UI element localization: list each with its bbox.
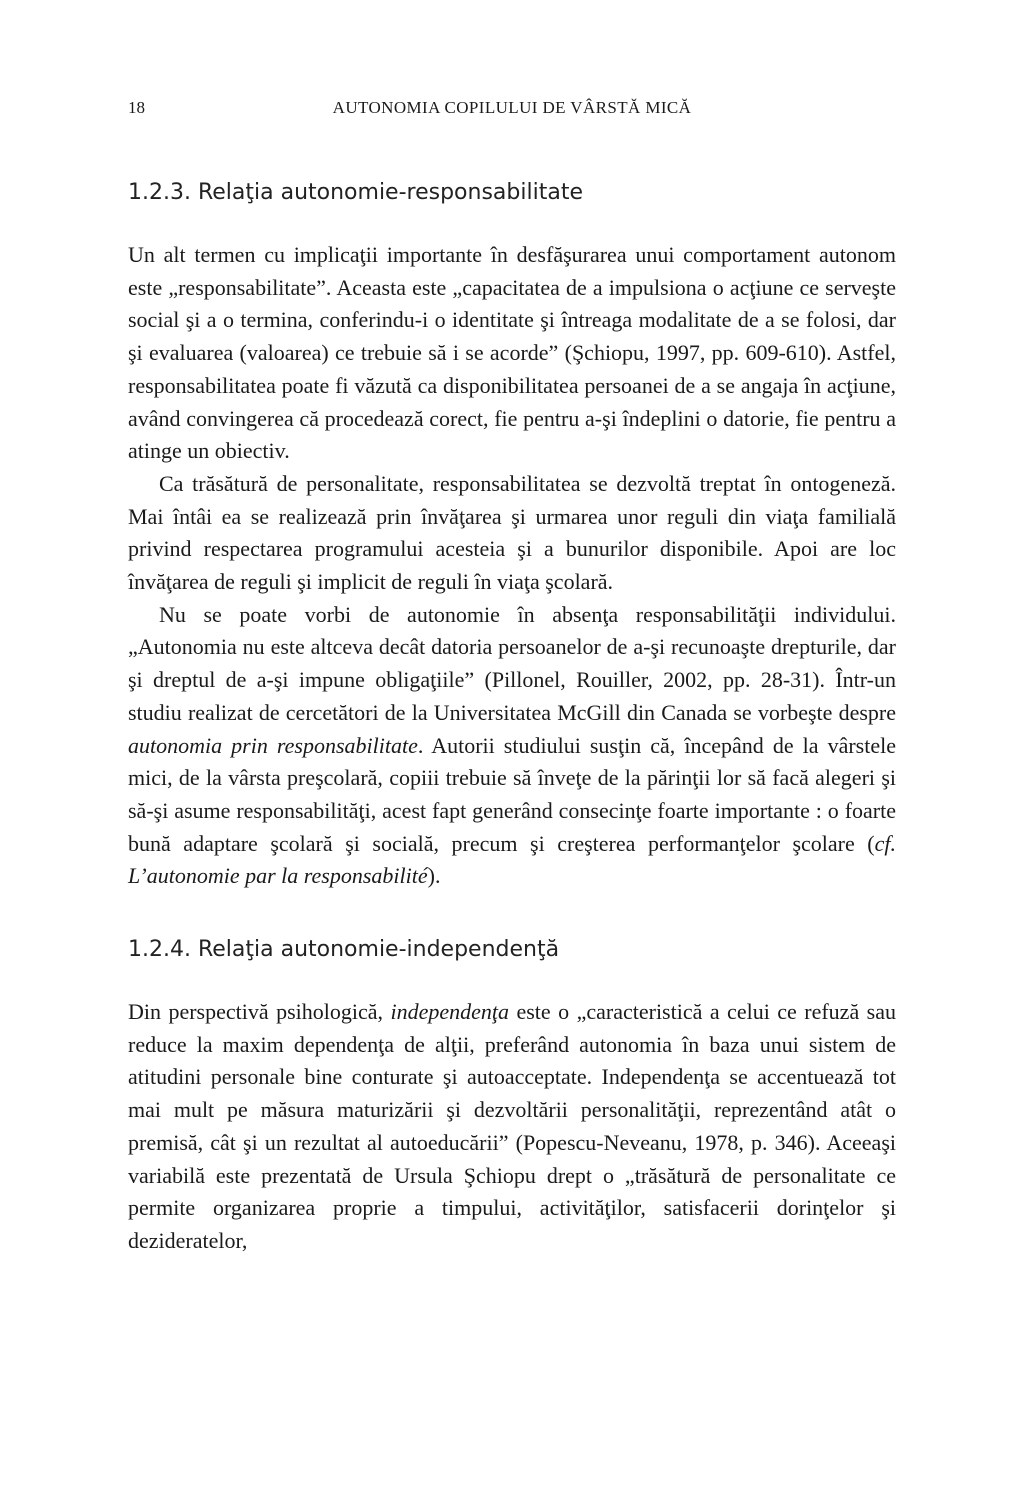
section-heading-1-2-4: 1.2.4. Relaţia autonomie-independenţă	[128, 937, 560, 963]
paragraph-responsabilitate-ontogeneza: Ca trăsătură de personalitate, responsabilitatea se dezvoltă treptat în ontogeneză. Mai întâi ea se realizează prin învăţarea şi urmarea unor reguli din viaţa familială privind respectarea programului acesteia şi a bunurilor disponibile. Apoi are loc învăţarea de reguli şi implicit de reguli în viaţa şcolară.	[128, 470, 896, 595]
running-title: AUTONOMIA COPILULUI DE VÂRSTĂ MICĂ	[332, 98, 692, 117]
section-heading-1-2-3: 1.2.3. Relaţia autonomie-responsabilitate	[128, 180, 583, 205]
italic-term: autonomia prin responsabilitate	[128, 732, 418, 758]
page-body	[128, 178, 896, 1258]
text-run: Din perspectivă psihologică,	[128, 999, 391, 1025]
italic-term: independenţa	[390, 999, 510, 1025]
text-run: . Autorii studiului susţin că, începând de la vârstele mici, de la vârsta preşcolară, copiii trebuie să înveţe de la părinţii lor să facă alegeri şi să-şi asume responsabilităţi, acest fapt generând consecinţe foarte importante : o foarte bună adaptare şcolară şi socială, precum şi creşterea performanţelor şcolare (	[128, 732, 896, 856]
running-head	[128, 98, 896, 128]
paragraph-independenta-definition	[128, 996, 896, 1258]
italic-citation: cf. L’autonomie par la responsabilité	[128, 830, 896, 889]
text-run: este o „caracteristică a celui ce refuză sau reduce la maxim dependenţa de alţii, preferând autonomia în baza unui sistem de atitudini personale bine conturate şi autoacceptate. Independenţa se accentuează tot mai mult pe măsura maturizării şi dezvoltării personalităţii, reprezentând atât o premisă, cât şi un rezultat al autoeducării” (Popescu-Neveanu, 1978, p. 346). Aceeaşi variabilă este prezentată de Ursula Şchiopu drept o „trăsătură de personalitate ce permite organizarea proprie a timpului, activităţilor, satisfacerii dorinţelor şi dezideratelor,	[128, 999, 896, 1253]
paragraph-responsabilitate-definition: Un alt termen cu implicaţii importante în desfăşurarea unui comportament autonom este „responsabilitate”. Aceasta este „capacitatea de a impulsiona o acţiune ce serveşte social şi a o termina, conferindu-i o identitate şi întreaga modalitate de a se folosi, dar şi evaluarea (valoarea) ce trebuie să i se acorde” (Şchiopu, 1997, pp. 609-610). Astfel, responsabilitatea poate fi văzută ca disponibilitatea persoanei de a se angaja în acţiune, având convingerea că procedează corect, fie pentru a-şi îndeplini o datorie, fie pentru a atinge un obiectiv.	[128, 242, 896, 464]
page-number: 18	[128, 98, 145, 117]
text-run: ).	[427, 863, 441, 889]
text-run: Nu se poate vorbi de autonomie în absenţa responsabilităţii individului. „Autonomia nu este altceva decât datoria persoanelor de a-şi recunoaşte drepturile, dar şi dreptul de a-şi impune obligaţiile” (Pillonel, Rouiller, 2002, pp. 28-31). Într-un studiu realizat de cercetători de la Universitatea McGill din Canada se vorbeşte despre	[128, 601, 896, 725]
paragraph-autonomie-responsabilitate	[128, 599, 896, 893]
